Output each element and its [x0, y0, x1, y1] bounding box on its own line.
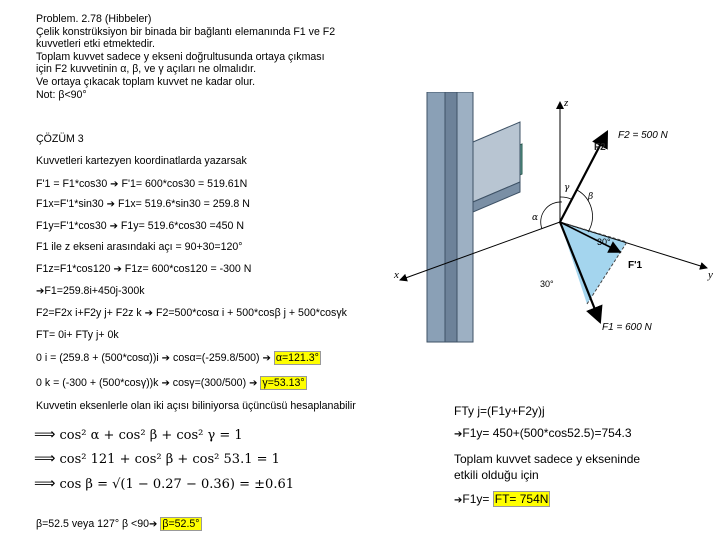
right-line-1: FTy j=(F1y+F2y)j — [454, 404, 545, 418]
arrow-icon: ➔ — [262, 353, 271, 364]
equation-1 — [34, 425, 243, 443]
result-gamma: γ=53.13° — [262, 377, 305, 389]
text: F2=F2x i+F2y j+ F2z k — [36, 307, 142, 319]
y-axis-label: y — [708, 269, 713, 281]
x-axis-label: x — [394, 269, 399, 281]
arrow-icon: ➔ — [249, 378, 258, 389]
implies-icon: ⟹ — [34, 425, 56, 443]
line-f1z — [36, 263, 251, 275]
beta-label: β — [588, 192, 594, 202]
implies-icon: ⟹ — [34, 474, 56, 492]
force-diagram — [392, 92, 720, 344]
line-gamma — [36, 377, 307, 389]
f1-magnitude-label: F1 = 600 N — [602, 322, 652, 333]
solution-heading: ÇÖZÜM 3 — [36, 133, 84, 145]
problem-line: Ve ortaya çıkacak toplam kuvvet ne kadar olur. — [36, 75, 256, 88]
column-flange-left — [427, 92, 445, 342]
text: F1y= 450+(500*cos52.5)=754.3 — [462, 426, 632, 440]
gamma-label: γ — [564, 183, 570, 193]
angle-label: 30° — [540, 279, 554, 289]
line-f1x — [36, 198, 250, 210]
problem-statement — [36, 13, 335, 101]
right-line-3b: etkili olduğu için — [454, 468, 539, 482]
angle-shading — [560, 222, 627, 304]
text: 0 i = (259.8 + (500*cosα))i — [36, 352, 159, 364]
text: F1y= 519.6*cos30 =450 N — [120, 220, 245, 232]
arrow-icon: ➔ — [36, 286, 45, 297]
arrow-icon: ➔ — [113, 264, 122, 275]
result-beta: β=52.5° — [162, 518, 200, 530]
text: F2=500*cosα i + 500*cosβ j + 500*cosγk — [155, 307, 347, 319]
arrow-icon: ➔ — [144, 308, 154, 319]
text: F1y=F'1*cos30 — [36, 220, 107, 232]
result-total-force: FT= 754N — [494, 492, 549, 506]
problem-line: Problem. 2.78 (Hibbeler) — [36, 13, 152, 25]
arrow-icon: ➔ — [110, 179, 119, 190]
equation-text: cos² 121 + cos² β + cos² 53.1 = 1 — [59, 452, 280, 467]
line-f2 — [36, 307, 347, 319]
right-line-4 — [454, 492, 550, 506]
text: 0 k = (-300 + (500*cosγ))k — [36, 377, 159, 389]
f2-name-label: F2 — [594, 142, 606, 153]
arrow-icon: ➔ — [109, 221, 118, 232]
gamma-arc — [560, 197, 571, 199]
line-beta-final — [36, 518, 202, 530]
line-angle: F1 ile z ekseni arasındaki açı = 90+30=120° — [36, 241, 243, 253]
equation-text: cos β = √(1 − 0.27 − 0.36) = ±0.61 — [59, 477, 294, 492]
x-axis — [400, 222, 560, 280]
problem-line: Çelik konstrüksiyon bir binada bir bağlantı elemanında F1 ve F2 — [36, 25, 336, 38]
arrow-icon: ➔ — [149, 519, 158, 530]
problem-line: Not: β<90° — [36, 88, 87, 101]
arrow-icon: ➔ — [161, 378, 170, 389]
arrow-icon: ➔ — [161, 353, 171, 364]
line-alpha — [36, 352, 321, 364]
right-line-3a: Toplam kuvvet sadece y ekseninde — [454, 452, 641, 466]
line-f1-vector — [36, 285, 145, 297]
text: cosα=(-259.8/500) — [173, 352, 260, 364]
text: F1x= 519.6*sin30 = 259.8 N — [117, 198, 250, 210]
problem-line: kuvvetleri etki etmektedir. — [36, 38, 155, 51]
problem-line: için F2 kuvvetinin α, β, ve γ açıları ne olmalıdır. — [36, 63, 257, 76]
equation-text: cos² α + cos² β + cos² γ = 1 — [59, 428, 243, 443]
column-web — [445, 92, 457, 342]
f1-prime-label: F'1 — [628, 260, 643, 271]
f2-magnitude-label: F2 = 500 N — [618, 130, 668, 141]
implies-icon: ⟹ — [34, 449, 56, 467]
z-axis-label: z — [564, 97, 569, 109]
text: cosγ=(300/500) — [172, 377, 247, 389]
text: F1z=F1*cos120 — [36, 263, 111, 275]
line-f1prime — [36, 178, 247, 190]
text: β=52.5 veya 127° β <90 — [36, 518, 150, 530]
text: F1=259.8i+450j-300k — [44, 285, 145, 297]
line-ft: FT= 0i+ FTy j+ 0k — [36, 329, 119, 341]
arrow-icon: ➔ — [106, 199, 116, 210]
equation-2 — [34, 449, 280, 467]
problem-line: Toplam kuvvet sadece y ekseni doğrultusunda ortaya çıkması — [36, 50, 325, 63]
text: F1z= 600*cos120 = -300 N — [124, 263, 252, 275]
text: F'1 = F1*cos30 — [36, 178, 108, 190]
result-alpha: α=121.3° — [275, 352, 319, 364]
line-f1y — [36, 220, 244, 232]
line-note: Kuvvetin eksenlerle olan iki açısı biliniyorsa üçüncüsü hesaplanabilir — [36, 400, 356, 412]
equation-3 — [34, 474, 294, 492]
column-flange-right — [457, 92, 473, 342]
alpha-label: α — [532, 213, 539, 223]
text: F'1= 600*cos30 = 519.61N — [121, 178, 248, 190]
angle-label: 30° — [597, 237, 611, 247]
arrow-icon: ➔ — [454, 429, 463, 440]
text: F1x=F'1*sin30 — [36, 198, 104, 210]
text: F1y= — [462, 492, 490, 506]
right-line-2 — [454, 426, 632, 440]
arrow-icon: ➔ — [454, 495, 463, 506]
solution-intro: Kuvvetleri kartezyen koordinatlarda yazarsak — [36, 155, 247, 167]
